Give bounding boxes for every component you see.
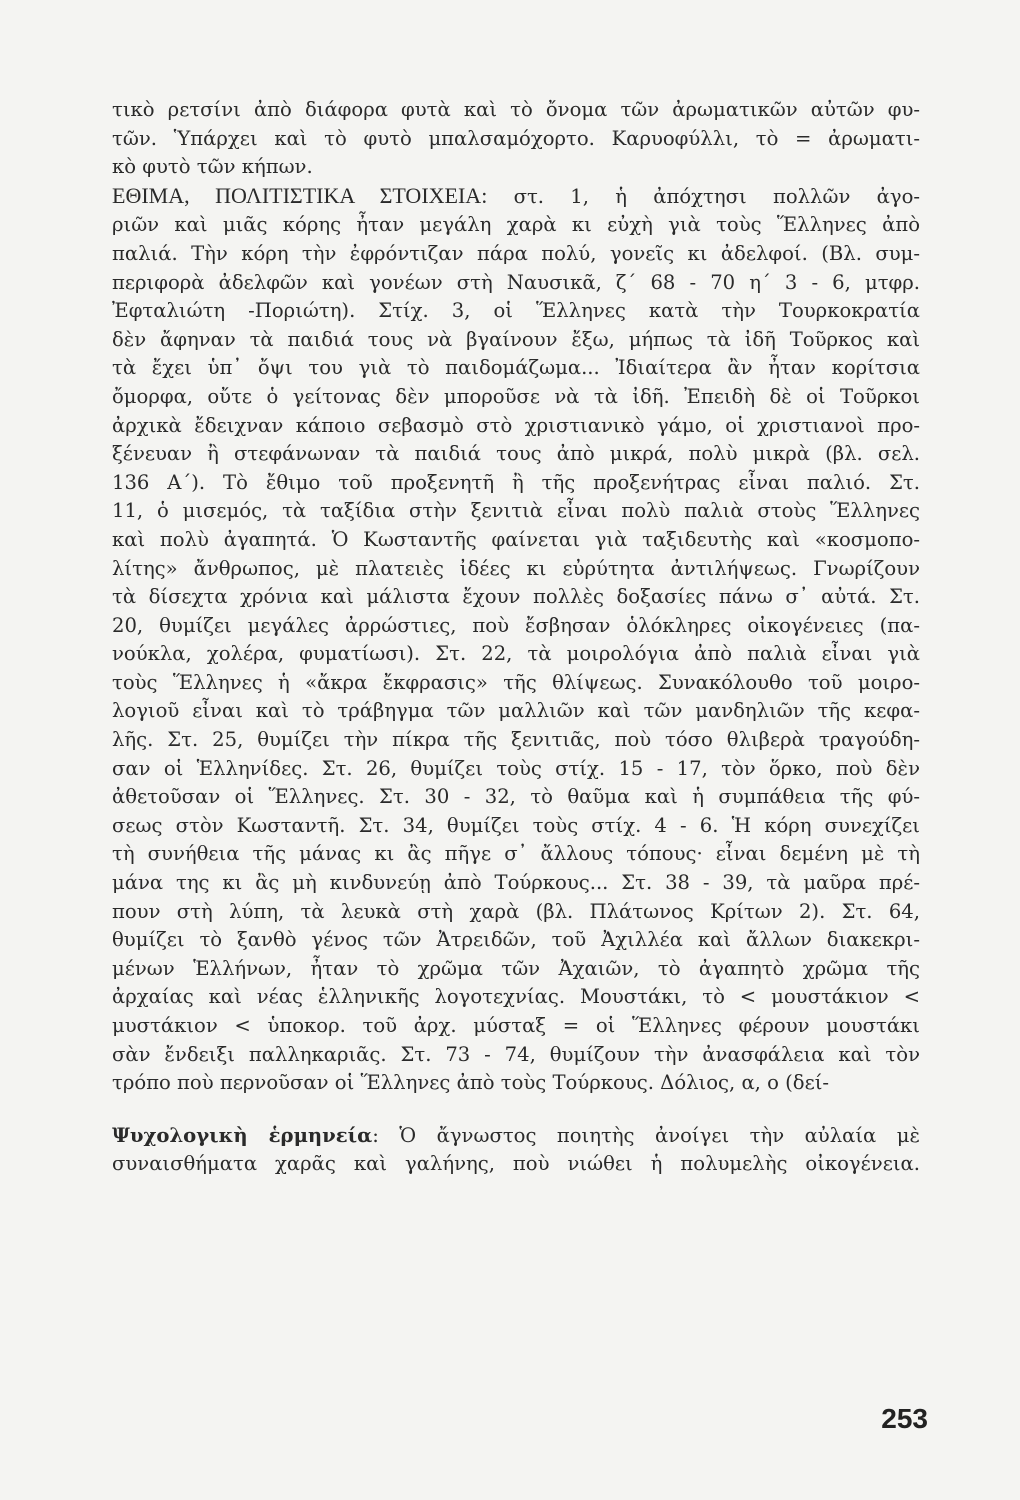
page-number: 253 (881, 1403, 928, 1434)
section-heading-customs: ΕΘΙΜΑ, ΠΟΛΙΤΙΣΤΙΚΑ ΣΤΟΙΧΕΙΑ: (112, 182, 488, 208)
text-line: συναισθήματα χαρᾶς καὶ γαλήνης, ποὺ νιώθει ἡ πολυμελὴς οἰκογένεια. (112, 1152, 920, 1176)
paragraph-customs (112, 182, 920, 1098)
text-line: πουν στὴ λύπη, τὰ λευκὰ στὴ χαρὰ (βλ. Πλάτωνος Κρίτων 2). Στ. 64, (112, 899, 920, 923)
text-line (112, 1122, 920, 1151)
text-line: 20, θυμίζει μεγάλες ἀρρώστιες, ποὺ ἔσβησαν ὁλόκληρες οἰκογένειες (πα- (112, 613, 920, 637)
text-line: λῆς. Στ. 25, θυμίζει τὴν πίκρα τῆς ξενιτιᾶς, ποὺ τόσο θλιβερὰ τραγούδη- (112, 728, 920, 752)
text-line: μένων Ἑλλήνων, ἦταν τὸ χρῶμα τῶν Ἀχαιῶν, τὸ ἀγαπητὸ χρῶμα τῆς (112, 956, 920, 980)
text-line: τὰ ἔχει ὑπ᾽ ὄψι του γιὰ τὸ παιδομάζωμα... Ἰδιαίτερα ἂν ἦταν κορίτσια (112, 356, 920, 380)
text-line: ριῶν καὶ μιᾶς κόρης ἦταν μεγάλη χαρὰ κι εὐχὴ γιὰ τοὺς Ἕλληνες ἀπὸ (112, 213, 920, 237)
paragraph-spacer (112, 1098, 920, 1122)
text-run: στ. 1, ἡ ἀπόχτησι πολλῶν ἀγο- (487, 184, 921, 208)
text-line: 136 Α΄). Τὸ ἔθιμο τοῦ προξενητῆ ἢ τῆς προξενήτρας εἶναι παλιό. Στ. (112, 470, 920, 494)
text-line: ἀθετοῦσαν οἱ Ἕλληνες. Στ. 30 - 32, τὸ θαῦμα καὶ ἡ συμπάθεια τῆς φύ- (112, 785, 920, 809)
text-line: μυστάκιον < ὑποκορ. τοῦ ἀρχ. μύσταξ = οἱ Ἕλληνες φέρουν μουστάκι (112, 1014, 920, 1037)
text-line: ἀρχικὰ ἔδειχναν κάποιο σεβασμὸ στὸ χριστιανικὸ γάμο, οἱ χριστιανοὶ προ- (112, 413, 920, 437)
text-line: θυμίζει τὸ ξανθὸ γένος τῶν Ἀτρειδῶν, τοῦ Ἀχιλλέα καὶ ἄλλων διακεκρι- (112, 928, 920, 952)
text-line: ξένευαν ἢ στεφάνωναν τὰ παιδιά τους ἀπὸ μικρά, πολὺ μικρὰ (βλ. σελ. (112, 442, 920, 466)
text-line: λίτης» ἄνθρωπος, μὲ πλατειὲς ἰδέες κι εὐρύτητα ἀντιλήψεως. Γνωρίζουν (112, 556, 920, 580)
text-line (112, 182, 920, 212)
text-line: νούκλα, χολέρα, φυματίωσι). Στ. 22, τὰ μοιρολόγια ἀπὸ παλιὰ εἶναι γιὰ (112, 642, 920, 666)
text-line: τὴ συνήθεια τῆς μάνας κι ἂς πῆγε σ᾽ ἄλλους τόπους· εἶναι δεμένη μὲ τὴ (112, 842, 920, 866)
text-line: ὄμορφα, οὔτε ὁ γείτονας δὲν μποροῦσε νὰ τὰ ἰδῆ. Ἐπειδὴ δὲ οἱ Τοῦρκοι (112, 384, 920, 408)
text-line: περιφορὰ ἀδελφῶν καὶ γονέων στὴ Ναυσικᾶ, ζ΄ 68 - 70 η΄ 3 - 6, μτφρ. (112, 270, 920, 294)
text-line: Ἐφταλιώτη -Ποριώτη). Στίχ. 3, οἱ Ἕλληνες κατὰ τὴν Τουρκοκρατία (112, 299, 920, 323)
section-heading-psychological: Ψυχολογικὴ ἑρμηνεία (112, 1123, 373, 1147)
text-line: σὰν ἔνδειξι παλληκαριᾶς. Στ. 73 - 74, θυμίζουν τὴν ἀνασφάλεια καὶ τὸν (112, 1042, 920, 1066)
text-line: τὰ δίσεχτα χρόνια καὶ μάλιστα ἔχουν πολλὲς δοξασίες πάνω σ᾽ αὐτά. Στ. (112, 585, 920, 609)
text-line: ἀρχαίας καὶ νέας ἑλληνικῆς λογοτεχνίας. Μουστάκι, τὸ < μουστάκιον < (112, 985, 920, 1009)
text-line: κὸ φυτὸ τῶν κήπων. (112, 155, 313, 179)
text-line: τῶν. Ὑπάρχει καὶ τὸ φυτὸ μπαλσαμόχορτο. Καρυοφύλλι, τὸ = ἀρωματι- (112, 126, 920, 150)
text-line: τικὸ ρετσίνι ἀπὸ διάφορα φυτὰ καὶ τὸ ὄνομα τῶν ἀρωματικῶν αὐτῶν φυ- (112, 98, 920, 121)
text-line: λογιοῦ εἶναι καὶ τὸ τράβηγμα τῶν μαλλιῶν καὶ τῶν μανδηλιῶν τῆς κεφα- (112, 699, 920, 723)
text-line: μάνα της κι ἂς μὴ κινδυνεύῃ ἀπὸ Τούρκους... Στ. 38 - 39, τὰ μαῦρα πρέ- (112, 871, 920, 895)
text-line: σαν οἱ Ἑλληνίδες. Στ. 26, θυμίζει τοὺς στίχ. 15 - 17, τὸν ὅρκο, ποὺ δὲν (112, 756, 920, 780)
text-line: τοὺς Ἕλληνες ἡ «ἄκρα ἔκφρασις» τῆς θλίψεως. Συνακόλουθο τοῦ μοιρο- (112, 670, 920, 694)
paragraph-psychological (112, 1122, 920, 1179)
text-line: 11, ὁ μισεμός, τὰ ταξίδια στὴν ξενιτιὰ εἶναι πολὺ παλιὰ στοὺς Ἕλληνες (112, 499, 920, 523)
text-line: καὶ πολὺ ἀγαπητά. Ὁ Κωσταντῆς φαίνεται γιὰ ταξιδευτὴς καὶ «κοσμοπο- (112, 527, 920, 551)
page-text-block (112, 96, 920, 1179)
text-run: : Ὁ ἄγνωστος ποιητὴς ἀνοίγει τὴν αὐλαία μὲ (372, 1123, 920, 1147)
text-line: δὲν ἄφηναν τὰ παιδιά τους νὰ βγαίνουν ἔξω, μήπως τὰ ἰδῆ Τοῦρκος καὶ (112, 327, 920, 351)
paragraph-plants (112, 96, 920, 182)
text-line: σεως στὸν Κωσταντῆ. Στ. 34, θυμίζει τοὺς στίχ. 4 - 6. Ἡ κόρη συνεχίζει (112, 813, 920, 837)
text-line: παλιά. Τὴν κόρη τὴν ἐφρόντιζαν πάρα πολύ, γονεῖς κι ἀδελφοί. (Βλ. συμ- (112, 241, 920, 265)
text-line: τρόπο ποὺ περνοῦσαν οἱ Ἕλληνες ἀπὸ τοὺς Τούρκους. Δόλιος, α, ο (δεί- (112, 1071, 830, 1095)
